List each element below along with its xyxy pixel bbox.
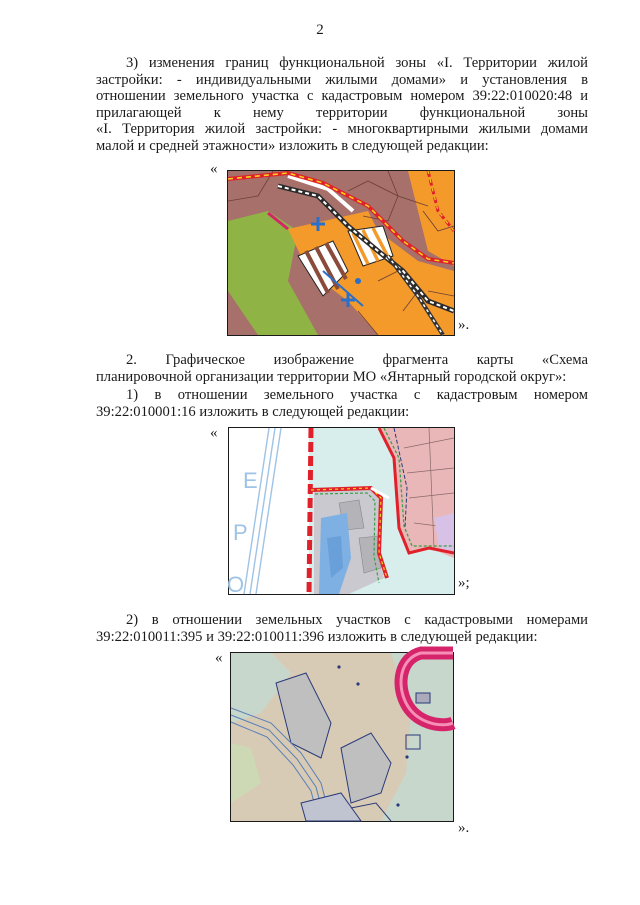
map-sea-letter: Е	[243, 468, 258, 493]
paragraph-land-plot-16	[96, 387, 588, 420]
map-fragment-residential-zone	[227, 170, 455, 336]
text-line: 39:22:010011:395 и 39:22:010011:396 изложить в следующей редакции:	[96, 628, 538, 645]
text-line: прилагающей к нему территории функциональной зоны	[96, 104, 588, 121]
text-line: планировочной организации территории МО «Янтарный городской округ»:	[96, 368, 567, 385]
open-quote-3: «	[215, 650, 223, 666]
map-fragment-land-plots	[230, 652, 454, 822]
close-quote-3: ».	[458, 820, 470, 836]
text-line: 39:22:010001:16 изложить в следующей редакции:	[96, 403, 410, 420]
map-fragment-3-graphic	[231, 653, 453, 821]
text-line: 2. Графическое изображение фрагмента карты «Схема	[126, 352, 588, 368]
paragraph-graphic-image	[96, 352, 588, 385]
text-line: 2) в отношении земельных участков с кадастровыми номерами	[126, 612, 588, 628]
page-number: 2	[316, 22, 324, 38]
text-line: застройки: - индивидуальными жилыми домами» и установления в	[96, 71, 588, 88]
text-line: малой и средней этажности» изложить в следующей редакции:	[96, 137, 489, 154]
close-quote-1: ».	[458, 317, 470, 333]
map-sea-letter: О	[227, 572, 245, 597]
open-quote-2: «	[210, 425, 218, 441]
map-fragment-2-graphic	[227, 428, 454, 597]
close-quote-2: »;	[458, 575, 470, 591]
map-fragment-planning-scheme	[228, 427, 455, 595]
text-line: 1) в отношении земельного участка с кадастровым номером	[126, 387, 588, 403]
text-line: отношении земельного участка с кадастровым номером 39:22:010020:48 и	[96, 88, 588, 104]
map-sea-letter: Р	[233, 520, 248, 545]
text-line: «I. Территория жилой застройки: - многоквартирными жилыми домами	[96, 121, 588, 137]
open-quote-1: «	[210, 161, 218, 177]
map-fragment-1-graphic	[228, 171, 454, 335]
paragraph-zone-boundary-change	[96, 55, 588, 154]
paragraph-land-plots-395-396	[96, 612, 588, 645]
text-line: 3) изменения границ функциональной зоны «I. Территории жилой	[126, 55, 588, 71]
